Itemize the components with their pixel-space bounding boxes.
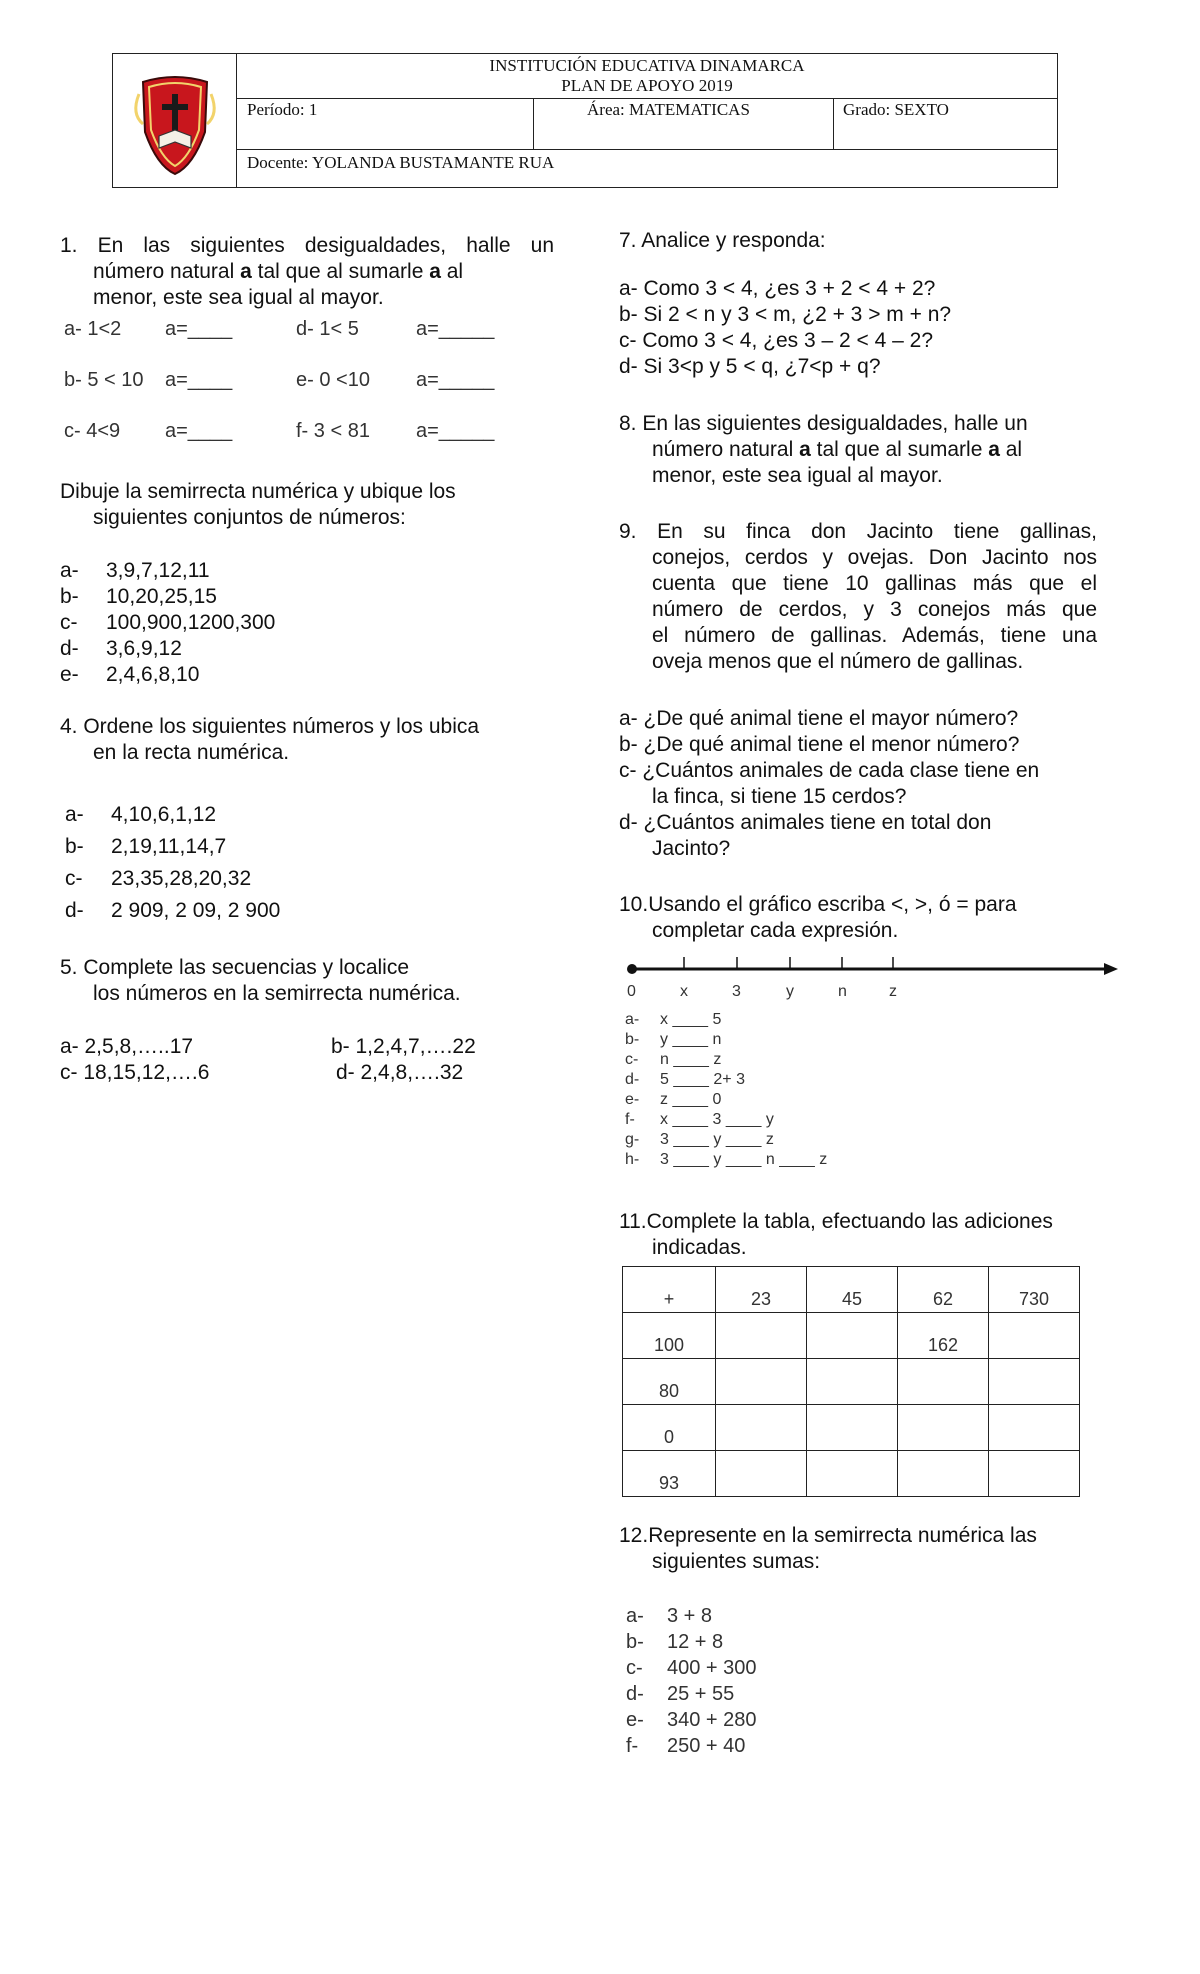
table-cell[interactable] <box>807 1313 898 1359</box>
q10-line2: completar cada expresión. <box>652 919 899 942</box>
table-cell: 45 <box>807 1267 898 1313</box>
q7-item-d: d- Si 3<p y 5 < q, ¿7<p + q? <box>619 355 881 378</box>
q12-letter-f: f- <box>626 1735 639 1757</box>
q12-letter-c: c- <box>626 1657 643 1679</box>
table-cell: 100 <box>623 1313 716 1359</box>
q2-letter-d: d- <box>60 637 79 660</box>
q5-item-b: b- 1,2,4,7,….22 <box>331 1035 476 1058</box>
table-cell[interactable] <box>807 1451 898 1497</box>
table-cell: 23 <box>716 1267 807 1313</box>
q5-item-a: a- 2,5,8,…..17 <box>60 1035 194 1058</box>
axis-label-3: 3 <box>732 983 741 1000</box>
q2-item-d: 3,6,9,12 <box>106 637 182 660</box>
q10-letter-e: e- <box>625 1091 640 1108</box>
q9-item-c: c- ¿Cuántos animales de cada clase tiene en <box>619 759 1040 782</box>
table-cell[interactable] <box>989 1405 1080 1451</box>
q12-item-b: 12 + 8 <box>667 1631 724 1653</box>
q8-line2: número natural a tal que al sumarle a al <box>652 438 1023 461</box>
q4-item-b: 2,19,11,14,7 <box>111 835 227 858</box>
q12-letter-a: a- <box>626 1605 644 1627</box>
q10-line1: 10.Usando el gráfico escriba <, >, ó = para <box>619 893 1017 916</box>
q2-line2: siguientes conjuntos de números: <box>93 506 406 529</box>
q1-answer-c: a=____ <box>165 420 233 442</box>
q1-line2: número natural a tal que al sumarle a al <box>93 260 464 283</box>
table-row <box>623 1313 1080 1359</box>
q7-item-c: c- Como 3 < 4, ¿es 3 – 2 < 4 – 2? <box>619 329 934 352</box>
q10-item-g: 3 ____ y ____ z <box>660 1131 774 1148</box>
logo-cell <box>113 54 237 187</box>
q12-line2: siguientes sumas: <box>652 1550 821 1573</box>
q5-item-d: d- 2,4,8,….32 <box>336 1061 464 1084</box>
q9-item-d: d- ¿Cuántos animales tiene en total don <box>619 811 992 834</box>
q10-letter-g: g- <box>625 1131 640 1148</box>
q1-item-f: f- 3 < 81 <box>296 420 370 442</box>
q2-item-e: 2,4,6,8,10 <box>106 663 200 686</box>
table-cell[interactable] <box>807 1359 898 1405</box>
q10-item-d: 5 ____ 2+ 3 <box>660 1071 745 1088</box>
q5-line1: 5. Complete las secuencias y localice <box>60 956 410 979</box>
q1-answer-f: a=_____ <box>416 420 495 442</box>
q10-letter-b: b- <box>625 1031 640 1048</box>
period-cell: Período: 1 <box>247 100 318 119</box>
q4-letter-c: c- <box>65 867 83 890</box>
q9-item-c-cont: la finca, si tiene 15 cerdos? <box>652 785 907 808</box>
table-cell[interactable] <box>989 1359 1080 1405</box>
q9-line1: 9. En su finca don Jacinto tiene gallinas, <box>619 520 1097 543</box>
q7-item-b: b- Si 2 < n y 3 < m, ¿2 + 3 > m + n? <box>619 303 952 326</box>
table-cell[interactable] <box>716 1405 807 1451</box>
table-cell[interactable] <box>898 1359 989 1405</box>
q10-letter-a: a- <box>625 1011 640 1028</box>
q2-item-b: 10,20,25,15 <box>106 585 217 608</box>
q2-letter-e: e- <box>60 663 79 686</box>
q12-letter-e: e- <box>626 1709 644 1731</box>
table-cell: 0 <box>623 1405 716 1451</box>
q10-item-c: n ____ z <box>660 1051 722 1068</box>
axis-label-n: n <box>838 983 847 1000</box>
table-row <box>623 1451 1080 1497</box>
q1-item-e: e- 0 <10 <box>296 369 370 391</box>
q9-item-d-cont: Jacinto? <box>652 837 731 860</box>
q10-item-b: y ____ n <box>660 1031 722 1048</box>
table-cell[interactable] <box>989 1313 1080 1359</box>
q1-answer-e: a=_____ <box>416 369 495 391</box>
q10-letter-h: h- <box>625 1151 640 1168</box>
q10-item-e: z ____ 0 <box>660 1091 722 1108</box>
header-table <box>112 53 1058 188</box>
q11-line1: 11.Complete la tabla, efectuando las adiciones <box>619 1210 1053 1233</box>
q8-line1: 8. En las siguientes desigualdades, halle un <box>619 412 1028 435</box>
table-cell[interactable] <box>898 1451 989 1497</box>
plan-title: PLAN DE APOYO 2019 <box>561 76 733 95</box>
q8-line3: menor, este sea igual al mayor. <box>652 464 943 487</box>
q10-item-a: x ____ 5 <box>660 1011 722 1028</box>
q1-answer-d: a=_____ <box>416 318 495 340</box>
q2-letter-a: a- <box>60 559 79 582</box>
q9-line5: el número de gallinas. Además, tiene una <box>652 624 1097 647</box>
q1-item-d: d- 1< 5 <box>296 318 359 340</box>
q10-letter-c: c- <box>625 1051 639 1068</box>
q9-line3: cuenta que tiene 10 gallinas más que el <box>652 572 1097 595</box>
q5-line2: los números en la semirrecta numérica. <box>93 982 461 1005</box>
q2-letter-c: c- <box>60 611 78 634</box>
q2-line1: Dibuje la semirrecta numérica y ubique los <box>60 480 456 503</box>
table-cell: + <box>623 1267 716 1313</box>
table-cell: 730 <box>989 1267 1080 1313</box>
q7-item-a: a- Como 3 < 4, ¿es 3 + 2 < 4 + 2? <box>619 277 936 300</box>
school-name: INSTITUCIÓN EDUCATIVA DINAMARCA <box>489 56 805 75</box>
q7-title: 7. Analice y responda: <box>619 229 826 252</box>
q10-letter-f: f- <box>625 1111 635 1128</box>
q2-item-c: 100,900,1200,300 <box>106 611 276 634</box>
q4-line2: en la recta numérica. <box>93 741 290 764</box>
q10-letter-d: d- <box>625 1071 640 1088</box>
q9-item-b: b- ¿De qué animal tiene el menor número? <box>619 733 1020 756</box>
grade-cell: Grado: SEXTO <box>843 100 949 119</box>
q5-item-c: c- 18,15,12,….6 <box>60 1061 210 1084</box>
q10-item-f: x ____ 3 ____ y <box>660 1111 774 1128</box>
q1-line1: 1. En las siguientes desigualdades, halle un <box>60 234 554 257</box>
q4-item-a: 4,10,6,1,12 <box>111 803 217 826</box>
q12-item-f: 250 + 40 <box>667 1735 746 1757</box>
q1-line3: menor, este sea igual al mayor. <box>93 286 384 309</box>
area-cell: Área: MATEMATICAS <box>587 100 750 119</box>
table-cell[interactable] <box>898 1405 989 1451</box>
table-cell[interactable] <box>716 1451 807 1497</box>
axis-label-0: 0 <box>627 983 636 1000</box>
q1-item-b: b- 5 < 10 <box>64 369 144 391</box>
table-cell: 162 <box>898 1313 989 1359</box>
q1-answer-a: a=____ <box>165 318 233 340</box>
table-cell[interactable] <box>989 1451 1080 1497</box>
q12-line1: 12.Represente en la semirrecta numérica las <box>619 1524 1037 1547</box>
q4-letter-b: b- <box>65 835 84 858</box>
table-cell: 93 <box>623 1451 716 1497</box>
table-row <box>623 1359 1080 1405</box>
table-row <box>623 1405 1080 1451</box>
school-shield-logo <box>113 54 237 187</box>
q2-item-a: 3,9,7,12,11 <box>106 559 210 582</box>
addition-table <box>622 1266 1080 1497</box>
table-cell[interactable] <box>716 1359 807 1405</box>
axis-label-z: z <box>889 983 897 1000</box>
q12-item-d: 25 + 55 <box>667 1683 735 1705</box>
q1-item-a: a- 1<2 <box>64 318 122 340</box>
q4-letter-a: a- <box>65 803 84 826</box>
number-line-graphic <box>620 955 1120 985</box>
q1-answer-b: a=____ <box>165 369 233 391</box>
table-cell[interactable] <box>807 1405 898 1451</box>
q4-line1: 4. Ordene los siguientes números y los ubica <box>60 715 480 738</box>
table-cell: 62 <box>898 1267 989 1313</box>
table-row <box>623 1267 1080 1313</box>
q10-item-h: 3 ____ y ____ n ____ z <box>660 1151 828 1168</box>
q9-item-a: a- ¿De qué animal tiene el mayor número? <box>619 707 1019 730</box>
q2-letter-b: b- <box>60 585 79 608</box>
q4-letter-d: d- <box>65 899 84 922</box>
table-cell[interactable] <box>716 1313 807 1359</box>
q12-item-c: 400 + 300 <box>667 1657 757 1679</box>
number-line <box>620 955 1120 1005</box>
q12-letter-b: b- <box>626 1631 644 1653</box>
q11-line2: indicadas. <box>652 1236 747 1259</box>
q12-item-a: 3 + 8 <box>667 1605 713 1627</box>
q9-line4: número de cerdos, y 3 conejos más que <box>652 598 1097 621</box>
q4-item-d: 2 909, 2 09, 2 900 <box>111 899 281 922</box>
table-cell: 80 <box>623 1359 716 1405</box>
q12-letter-d: d- <box>626 1683 644 1705</box>
q4-item-c: 23,35,28,20,32 <box>111 867 252 890</box>
teacher-cell: Docente: YOLANDA BUSTAMANTE RUA <box>247 153 555 172</box>
axis-label-x: x <box>680 983 688 1000</box>
q9-line2: conejos, cerdos y ovejas. Don Jacinto nos <box>652 546 1097 569</box>
axis-label-y: y <box>786 983 794 1000</box>
q1-item-c: c- 4<9 <box>64 420 121 442</box>
q12-item-e: 340 + 280 <box>667 1709 757 1731</box>
q9-line6: oveja menos que el número de gallinas. <box>652 650 1024 673</box>
